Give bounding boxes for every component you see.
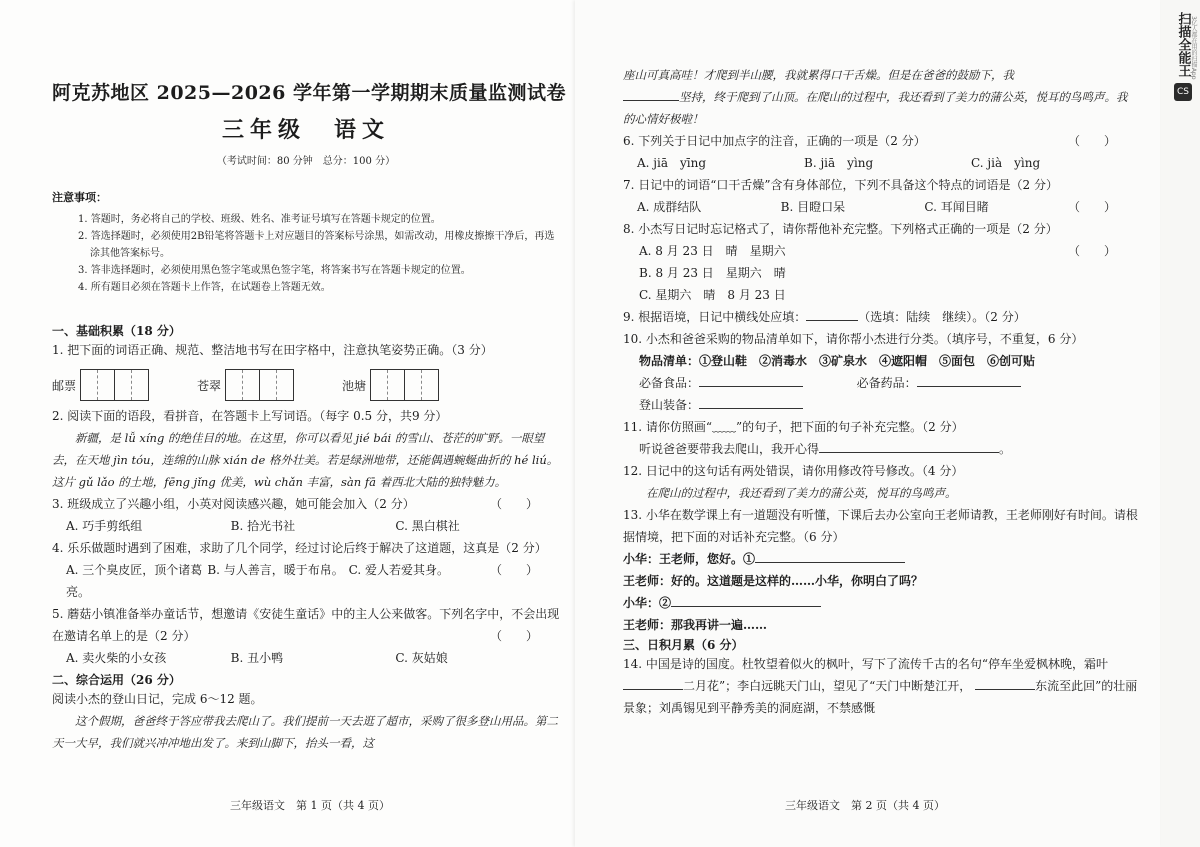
- tianzige-item: [342, 369, 439, 401]
- question-8: 8. 小杰写日记时忘记格式了，请你帮他补充完整。下列格式正确的一项是（2 分）: [623, 222, 1058, 236]
- option-c[interactable]: C. 灰姑娘: [395, 651, 448, 665]
- sentence-completion: 听说爸爸要带我去爬山，我开心得 。: [623, 438, 1138, 460]
- question-11: 11. 请你仿照画“﹏﹏”的句子，把下面的句子补充完整。（2 分）: [623, 420, 964, 434]
- tianzige-grid[interactable]: [370, 369, 439, 401]
- option-b[interactable]: B. 目瞪口呆: [780, 200, 846, 214]
- notice-item: 4. 所有题目必须在答题卡上作答，在试题卷上答题无效。: [78, 282, 331, 293]
- answer-paren[interactable]: （ ）: [1067, 244, 1116, 258]
- fill-blank[interactable]: [699, 372, 803, 387]
- question-7: 7. 日记中的词语“口干舌燥”含有身体部位，下列不具备这个特点的词语是（2 分）: [623, 178, 1058, 192]
- dialogue-line: 小华：②: [623, 592, 1138, 614]
- option-a[interactable]: A. 成群结队: [637, 200, 702, 214]
- option-b[interactable]: B. 拾光书社: [230, 519, 296, 533]
- scanner-brand: 扫描全能王: [1175, 12, 1191, 77]
- notice-item: 1. 答题时，务必将自己的学校、班级、姓名、准考证号填写在答题卡规定的位置。: [78, 214, 441, 225]
- exam-subtitle: 三年级 语文: [221, 117, 390, 143]
- fill-blank[interactable]: [699, 394, 803, 409]
- fill-blank[interactable]: [975, 675, 1035, 690]
- question-14: 14. 中国是诗的国度。杜牧望着似火的枫叶，写下了流传千古的名句“停车坐爱枫林晚，霜叶二月花”；李白远眺天门山，望见了“天门中断楚江开， 东流至此回”的壮丽景象；刘禹锡见到平静秀美的洞庭湖，不禁感慨: [623, 657, 1138, 715]
- option-c[interactable]: C. 黑白棋社: [395, 519, 460, 533]
- option-a[interactable]: A. jiā yīng: [637, 156, 707, 170]
- option-b[interactable]: B. 丑小鸭: [230, 651, 284, 665]
- option-a[interactable]: A. 8 月 23 日 晴 星期六: [639, 244, 786, 258]
- option-c[interactable]: C. 爱人若爱其身。: [348, 563, 450, 577]
- question-1: 1. 把下面的词语正确、规范、整洁地书写在田字格中，注意执笔姿势正确。（3 分）: [52, 343, 493, 357]
- fill-blank[interactable]: [623, 86, 679, 101]
- fill-blank[interactable]: [623, 675, 683, 690]
- option-c[interactable]: C. 星期六 晴 8 月 23 日: [639, 288, 786, 302]
- option-b[interactable]: B. jiā yìng: [804, 156, 874, 170]
- page-footer: 三年级语文 第 1 页（共 4 页）: [230, 799, 390, 812]
- diary-passage-cont: 坚持，终于爬到了山顶。在爬山的过程中，我还看到了美力的蒲公英，悦耳的鸟鸣声。我的心情好极啦！: [623, 86, 1138, 130]
- diary-passage: 座山可真高哇！才爬到半山腰，我就累得口干舌燥。但是在爸爸的鼓励下，我: [623, 68, 1014, 82]
- fill-blank[interactable]: [671, 592, 821, 607]
- shopping-list: 物品清单：①登山鞋 ②消毒水 ③矿泉水 ④遮阳帽 ⑤面包 ⑥创可贴: [639, 354, 1036, 368]
- tianzige-grid[interactable]: [80, 369, 149, 401]
- question-12: 12. 日记中的这句话有两处错误，请你用修改符号修改。（4 分）: [623, 464, 964, 478]
- options: [52, 647, 560, 669]
- reading-intro: 阅读小杰的登山日记，完成 6～12 题。: [52, 692, 263, 706]
- reading-passage: 新疆，是 lǚ xíng 的绝佳目的地。在这里，你可以看见 jié bái 的雪山、苍茫的旷野。一眼望去，在天地 jìn tóu，连绵的山脉 xián de 格外壮美。若是绿洲地带，还能偶遇蜿蜒曲折的 hé liú。这片 gǔ lǎo 的土地，fēng jǐng 优美，wù chǎn 丰富，sàn fā 着西北大陆的独特魅力。: [52, 431, 559, 489]
- options: [52, 559, 490, 603]
- options: [52, 515, 560, 537]
- page-footer: 三年级语文 第 2 页（共 4 页）: [785, 799, 945, 812]
- tianzige-item: [52, 369, 149, 401]
- exam-title: 阿克苏地区 2025—2026 学年第一学期期末质量监测试卷: [52, 82, 566, 104]
- dialogue-line: 王老师：好的。这道题是这样的……小华，你明白了吗？: [623, 574, 924, 588]
- category-row: 必备食品： 必备药品：: [623, 372, 1138, 394]
- error-sentence[interactable]: 在爬山的过程中，我还看到了美力的蒲公英，悦耳的鸟鸣声。: [646, 486, 957, 500]
- scanner-watermark: [1166, 0, 1200, 132]
- answer-paren[interactable]: （ ）: [489, 497, 538, 511]
- answer-paren[interactable]: （ ）: [1067, 200, 1116, 214]
- answer-paren[interactable]: （ ）: [489, 629, 538, 643]
- fill-blank[interactable]: [819, 438, 999, 453]
- option-a[interactable]: A. 三个臭皮匠，顶个诸葛亮。: [66, 563, 203, 599]
- option-c[interactable]: C. 耳闻目睹: [924, 200, 989, 214]
- option-a[interactable]: A. 卖火柴的小女孩: [66, 651, 167, 665]
- word-label: 苍翠: [197, 378, 222, 393]
- question-6: 6. 下列关于日记中加点字的注音，正确的一项是（2 分） （ ）: [623, 130, 1138, 152]
- question-13: 13. 小华在数学课上有一道题没有听懂，下课后去办公室向王老师请教，王老师刚好有时间。请根据情境，把下面的对话补充完整。（6 分）: [623, 508, 1138, 544]
- fill-blank[interactable]: [917, 372, 1021, 387]
- option-a[interactable]: A. 巧手剪纸组: [66, 519, 143, 533]
- category-row: 登山装备：: [623, 394, 1138, 416]
- word-label: 池塘: [342, 378, 367, 393]
- word-label: 邮票: [52, 378, 77, 393]
- exam-page-2: [575, 0, 1160, 847]
- section-heading: 一、基础积累（18 分）: [52, 324, 181, 338]
- scanner-slogan: 3亿人都在用的扫描App: [1190, 16, 1197, 80]
- notice-item: 3. 答非选择题时，必须使用黑色签字笔或黑色签字笔，将答案书写在答题卡规定的位置。: [78, 265, 471, 276]
- question-4: 4. 乐乐做题时遇到了困难，求助了几个同学，经过讨论后终于解决了这道题，这真是（2 分） （ ）: [52, 537, 560, 559]
- dialogue-line: 小华：王老师，您好。①: [623, 548, 1138, 570]
- option-b[interactable]: B. 8 月 23 日 星期六 晴: [639, 266, 786, 280]
- notice-list: [52, 211, 560, 296]
- exam-page-1: [0, 0, 590, 847]
- question-3: 3. 班级成立了兴趣小组，小英对阅读感兴趣，她可能会加入（2 分） （ ）: [52, 493, 560, 515]
- cs-logo-icon: CS: [1174, 83, 1192, 101]
- option-b[interactable]: B. 与人善言，暖于布帛。: [207, 563, 344, 577]
- dialogue-line: 王老师：那我再讲一遍……: [623, 618, 768, 632]
- section-heading: 三、日积月累（6 分）: [623, 638, 744, 652]
- exam-info: （考试时间：80 分钟 总分：100 分）: [216, 156, 396, 167]
- options: [623, 152, 1138, 174]
- notice-item: 2. 答选择题时，必须使用2B铅笔将答题卡上对应题目的答案标号涂黑，如需改动，用橡皮擦擦干净后，再选涂其他答案标号。: [78, 231, 555, 259]
- diary-passage: 这个假期，爸爸终于答应带我去爬山了。我们提前一天去逛了超市，采购了很多登山用品。第二天一大早，我们就兴冲冲地出发了。来到山脚下，抬头一看，这: [52, 714, 558, 750]
- question-5: 5. 蘑菇小镇准备举办童话节，想邀请《安徒生童话》中的主人公来做客。下列名字中，不会出现在邀请名单上的是（2 分） （ ）: [52, 603, 560, 647]
- question-10: 10. 小杰和爸爸采购的物品清单如下，请你帮小杰进行分类。（填序号，不重复，6 分）: [623, 332, 1084, 346]
- option-c[interactable]: C. jià yìng: [971, 156, 1041, 170]
- question-2: 2. 阅读下面的语段，看拼音，在答题卡上写词语。（每字 0.5 分，共9 分）: [52, 409, 448, 423]
- question-9: 9. 根据语境，日记中横线处应填： （选填：陆续 继续）。（2 分）: [623, 306, 1138, 328]
- tianzige-grid[interactable]: [225, 369, 294, 401]
- answer-paren[interactable]: （ ）: [1067, 134, 1116, 148]
- tianzige-row: [52, 365, 560, 405]
- fill-blank[interactable]: [755, 548, 905, 563]
- answer-paren[interactable]: （ ）: [489, 563, 538, 577]
- fill-blank[interactable]: [806, 306, 858, 321]
- section-heading: 二、综合运用（26 分）: [52, 673, 181, 687]
- options: [623, 196, 1068, 218]
- notice-title: 注意事项：: [52, 191, 107, 204]
- tianzige-item: [197, 369, 294, 401]
